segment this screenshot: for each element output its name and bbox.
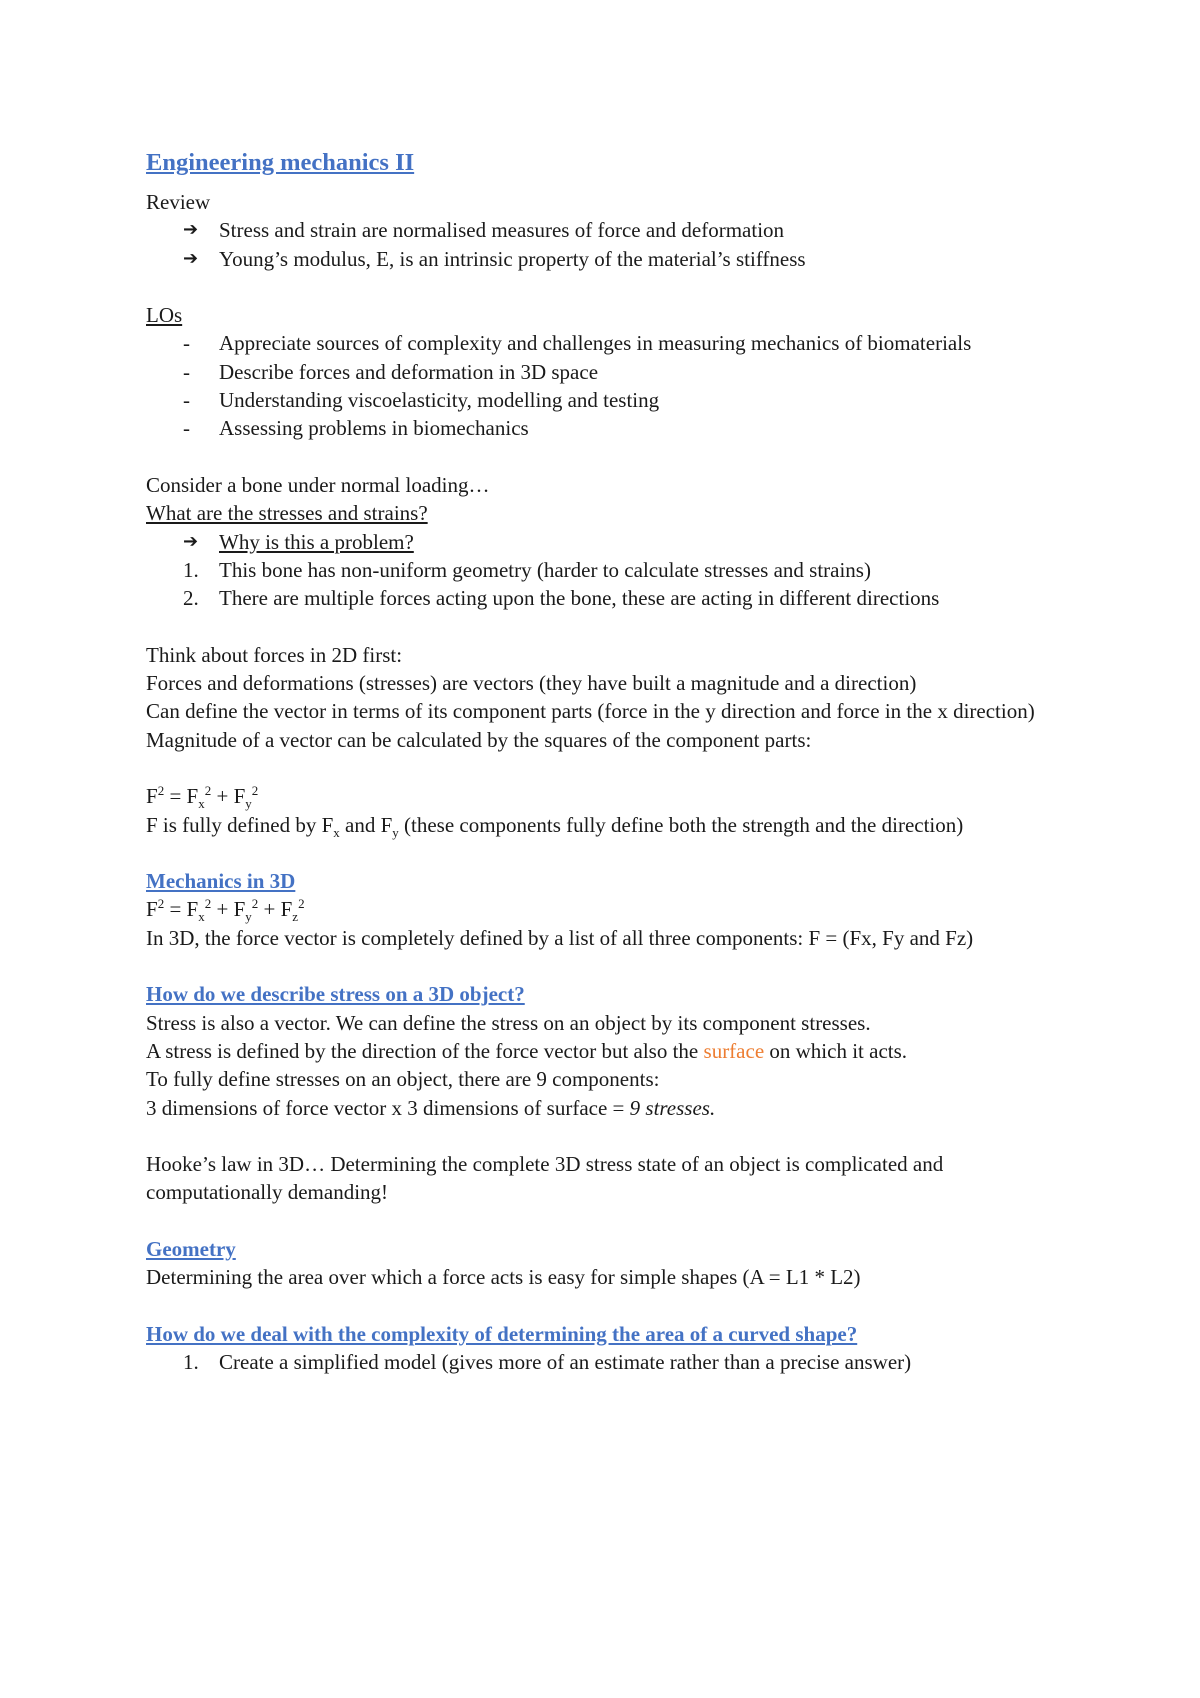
los-label: LOs [146,303,183,328]
forces2d-intro: Think about forces in 2D first: [146,642,403,667]
number-marker: 1. [183,557,199,582]
dash-marker: - [183,331,190,356]
page-title: Engineering mechanics II [146,149,415,176]
lo-item: - Understanding viscoelasticity, modelling and testing [146,386,1076,414]
forces2d-magnitude: Magnitude of a vector can be calculated by the squares of the component parts: [146,727,812,752]
stress-3d-line: A stress is defined by the direction of the force vector but also the surface on which it acts. [146,1038,908,1063]
review-item: ➔ Stress and strain are normalised measures of force and deformation [146,216,1076,244]
forces2d-defined: F is fully defined by $F_x$ and $F_y$ (these components fully define both the strength and the direction) [146,812,964,840]
stress-3d-line: 3 dimensions of force vector x 3 dimensions of surface = 9 stresses. [146,1095,716,1120]
nine-stresses: 9 stresses. [629,1095,716,1120]
equation-2d: $F^2 = F_x^2 + F_y^2$ [146,783,259,812]
dash-marker: - [183,359,190,384]
lo-item: - Describe forces and deformation in 3D space [146,358,1076,386]
mechanics-3d-heading: Mechanics in 3D [146,869,296,894]
review-label: Review [146,190,211,214]
dash-marker: - [183,388,190,413]
lo-item: - Assessing problems in biomechanics [146,414,1076,442]
stress-3d-heading: How do we describe stress on a 3D object? [146,982,525,1007]
mechanics-3d-text: In 3D, the force vector is completely defined by a list of all three components: F = (Fx, Fy and Fz) [146,925,974,950]
stress-3d-line: To fully define stresses on an object, there are 9 components: [146,1067,660,1092]
geometry-heading: Geometry [146,1236,236,1261]
number-marker: 2. [183,586,199,611]
hooke-text: Hooke’s law in 3D… Determining the complete 3D stress state of an object is complicated and computationally demanding! [146,1152,944,1205]
stress-3d-line: Stress is also a vector. We can define the stress on an object by its component stresses. [146,1010,871,1035]
lo-item: - Appreciate sources of complexity and challenges in measuring mechanics of biomaterials [146,329,1076,357]
number-marker: 1. [183,1350,199,1375]
forces2d-components: Can define the vector in terms of its component parts (force in the y direction and force in the x direction) [146,699,1035,724]
curved-item: 1. Create a simplified model (gives more of an estimate rather than a precise answer) [146,1348,1076,1376]
bone-reason: 2. There are multiple forces acting upon the bone, these are acting in different directions [146,584,1076,612]
bone-problem: ➔ Why is this a problem? [146,528,1076,556]
arrow-icon: ➔ [183,247,199,269]
curved-heading: How do we deal with the complexity of determining the area of a curved shape? [146,1321,858,1346]
document-body [146,146,1076,1376]
review-item: ➔ Young’s modulus, E, is an intrinsic property of the material’s stiffness [146,245,1076,273]
geometry-text: Determining the area over which a force acts is easy for simple shapes (A = L1 * L2) [146,1265,861,1290]
arrow-icon: ➔ [183,219,199,241]
bone-reason: 1. This bone has non-uniform geometry (harder to calculate stresses and strains) [146,556,1076,584]
forces2d-vectors: Forces and deformations (stresses) are vectors (they have built a magnitude and a direction) [146,671,917,696]
equation-3d: $F^2 = F_x^2 + F_y^2 + F_z^2$ [146,896,305,925]
bone-intro: Consider a bone under normal loading… [146,472,490,497]
dash-marker: - [183,416,190,441]
surface-highlight: surface [703,1038,765,1063]
bone-question: What are the stresses and strains? [146,501,428,526]
arrow-icon: ➔ [183,530,199,552]
